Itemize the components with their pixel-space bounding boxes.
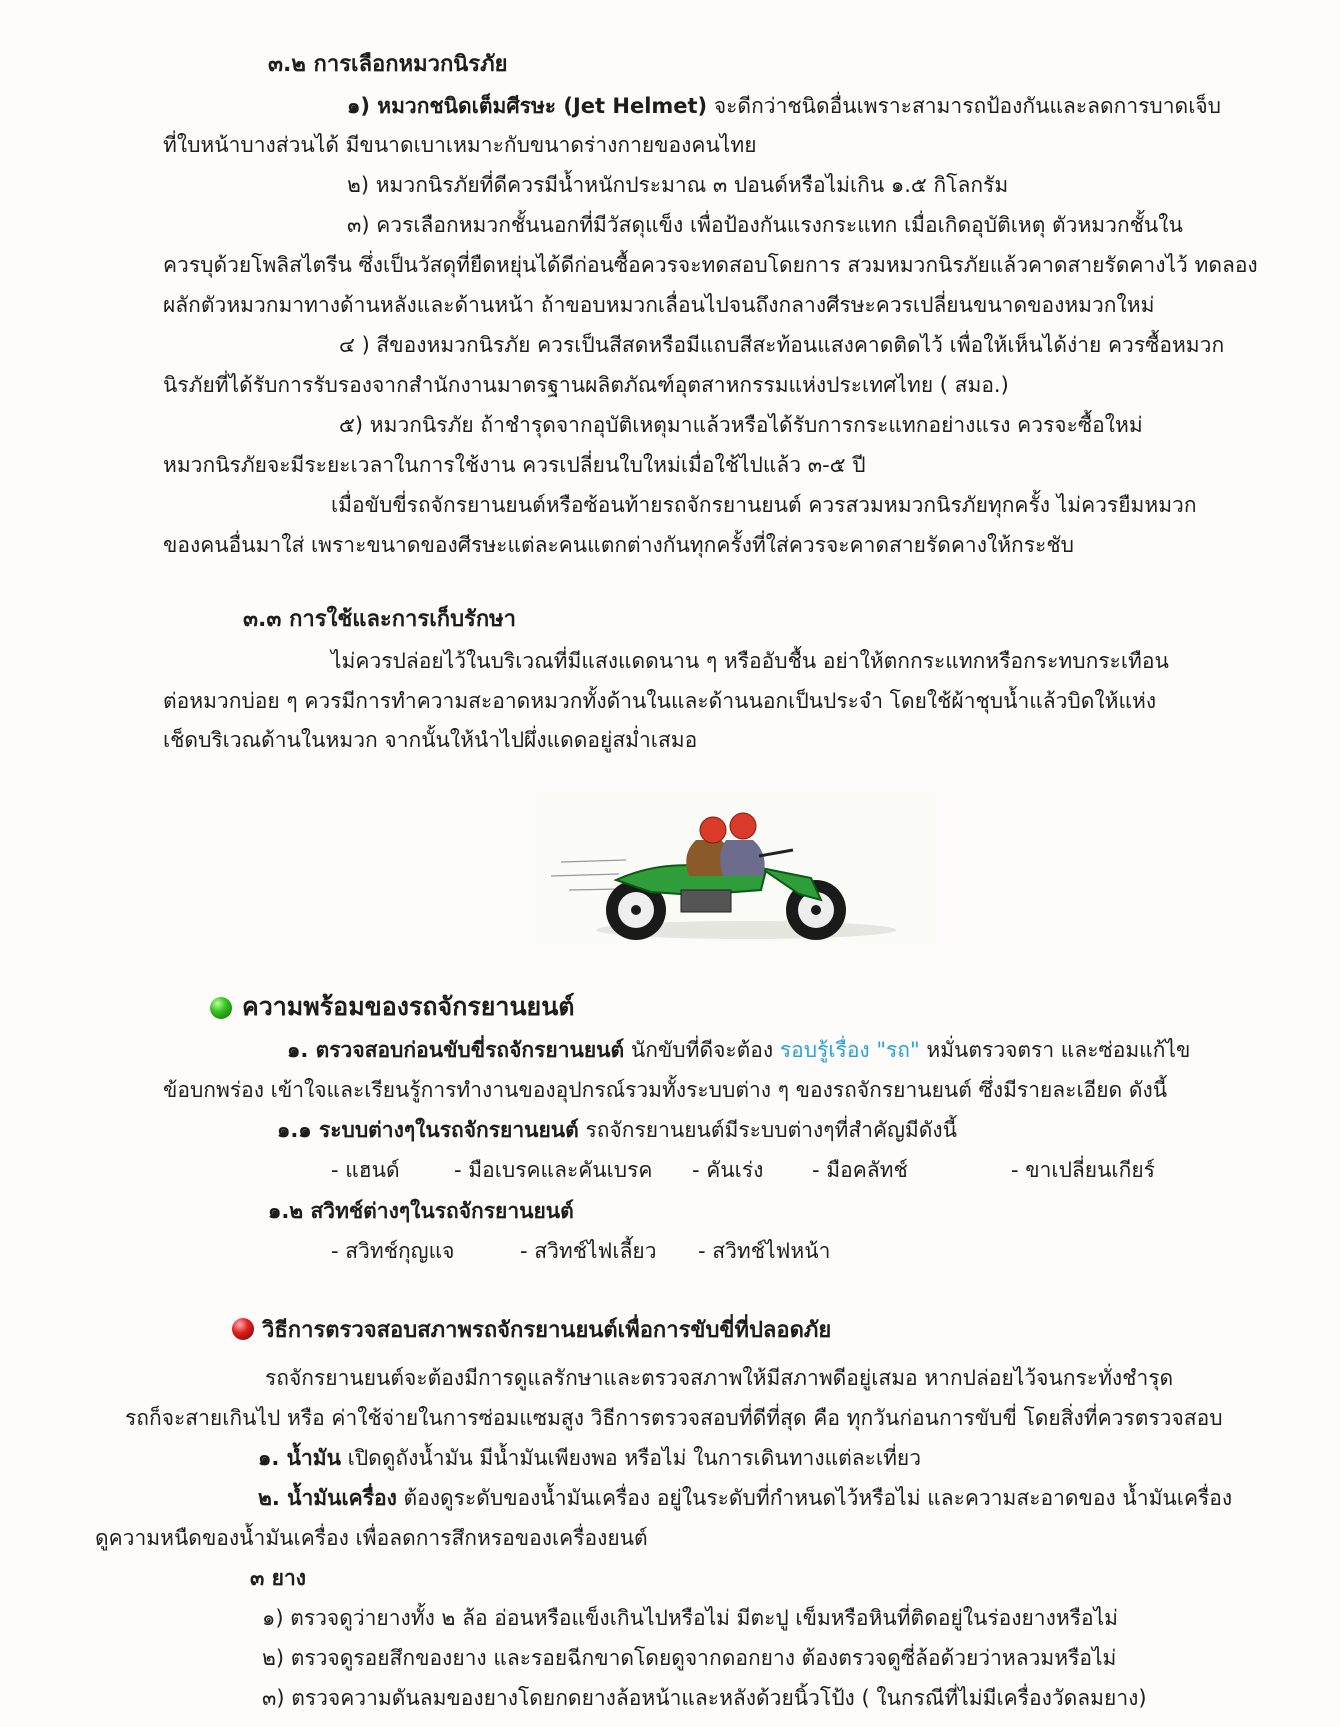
tire-item-3: ๓) ตรวจความดันลมของยางโดยกดยางล้อหน้าและหลังด้วยนิ้วโป้ง ( ในกรณีที่ไม่มีเครื่องวัดลมยาง)	[262, 1686, 1147, 1710]
helmet-item-3-line1: ๓) ควรเลือกหมวกชั้นนอกที่มีวัสดุแข็ง เพื่อป้องกันแรงกระแทก เมื่อเกิดอุบัติเหตุ ตัวหมวกชั้นใน	[347, 213, 1183, 237]
helmet-item-1	[347, 91, 1221, 121]
switches-heading: ๑.๒ สวิทช์ต่างๆในรถจักรยานยนต์	[268, 1199, 574, 1223]
engine-oil-text: ต้องดูระดับของน้ำมันเครื่อง อยู่ในระดับที่กำหนดไว้หรือไม่ และความสะอาดของ น้ำมันเครื่อง	[396, 1486, 1233, 1510]
care-line3: เช็ดบริเวณด้านในหมวก จากนั้นให้นำไปผึ่งแดดอยู่สม่ำเสมอ	[163, 728, 698, 752]
check-before-ride-mid: นักขับที่ดีจะต้อง	[624, 1038, 780, 1062]
system-item: - มือคลัทช์	[812, 1158, 908, 1182]
care-line2: ต่อหมวกบ่อย ๆ ควรมีการทำความสะอาดหมวกทั้งด้านในและด้านนอกเป็นประจำ โดยใช้ผ้าชุบน้ำแล้วบิดให้แห่ง	[163, 689, 1157, 713]
motorcycle-riders-icon	[531, 792, 935, 946]
helmet-item-1-line2: ที่ใบหน้าบางส่วนได้ มีขนาดเบาเหมาะกับขนาดร่างกายของคนไทย	[163, 133, 757, 157]
tire-heading: ๓ ยาง	[250, 1566, 307, 1590]
know-your-bike-highlight: รอบรู้เรื่อง "รถ"	[779, 1038, 920, 1062]
check-before-ride-line1	[287, 1035, 1190, 1065]
inspection-para-line1: รถจักรยานยนต์จะต้องมีการดูแลรักษาและตรวจสภาพให้มีสภาพดีอยู่เสมอ หากปล่อยไว้จนกระทั่งชำรุด	[265, 1366, 1174, 1390]
switch-item: - สวิทช์ไฟหน้า	[698, 1239, 831, 1263]
care-line1: ไม่ควรปล่อยไว้ในบริเวณที่มีแสงแดดนาน ๆ หรืออับชื้น อย่าให้ตกกระแทกหรือกระทบกระเทือน	[331, 649, 1169, 673]
helmet-item-2: ๒) หมวกนิรภัยที่ดีควรมีน้ำหนักประมาณ ๓ ปอนด์หรือไม่เกิน ๑.๕ กิโลกรัม	[347, 173, 1009, 197]
motorcycle-riders-illustration	[531, 792, 935, 946]
system-item: - ขาเปลี่ยนเกียร์	[1011, 1158, 1155, 1182]
systems-heading	[277, 1115, 957, 1145]
switch-item: - สวิทช์ไฟเลี้ยว	[520, 1239, 657, 1263]
system-item: - มือเบรคและคันเบรค	[454, 1158, 653, 1182]
helmet-item-4-line1: ๔ ) สีของหมวกนิรภัย ควรเป็นสีสดหรือมีแถบสีสะท้อนแสงคาดติดไว้ เพื่อให้เห็นได้ง่าย ควรซื้อหมวก	[339, 333, 1225, 357]
helmet-item-4-line2: นิรภัยที่ได้รับการรับรองจากสำนักงานมาตรฐานผลิตภัณฑ์อุตสาหกรรมแห่งประเทศไทย ( สมอ.)	[163, 373, 1009, 397]
readiness-title: ความพร้อมของรถจักรยานยนต์	[242, 992, 575, 1021]
engine-oil-line2: ดูความหนืดของน้ำมันเครื่อง เพื่อลดการสึกหรอของเครื่องยนต์	[95, 1526, 648, 1550]
engine-oil-bold: ๒. น้ำมันเครื่อง	[258, 1486, 397, 1510]
helmet-item-3-line3: ผลักตัวหมวกมาทางด้านหลังและด้านหน้า ถ้าขอบหมวกเลื่อนไปจนถึงกลางศีรษะควรเปลี่ยนขนาดของหมวกใหม่	[163, 293, 1155, 317]
green-sphere-bullet-icon	[210, 997, 232, 1019]
helmet-para-line1: เมื่อขับขี่รถจักรยานยนต์หรือซ้อนท้ายรถจักรยานยนต์ ควรสวมหมวกนิรภัยทุกครั้ง ไม่ควรยืมหมวก	[331, 493, 1197, 517]
check-before-ride-end: หมั่นตรวจตรา และซ่อมแก้ไข	[919, 1038, 1191, 1062]
helmet-item-5-line2: หมวกนิรภัยจะมีระยะเวลาในการใช้งาน ควรเปลี่ยนใบใหม่เมื่อใช้ไปแล้ว ๓-๕ ปี	[163, 453, 866, 477]
section-3-3-title: ๓.๓ การใช้และการเก็บรักษา	[243, 607, 517, 632]
red-sphere-bullet-icon	[232, 1318, 254, 1340]
helmet-item-1-text: จะดีกว่าชนิดอื่นเพราะสามารถป้องกันและลดการบาดเจ็บ	[707, 94, 1222, 118]
helmet-para-line2: ของคนอื่นมาใส่ เพราะขนาดของศีรษะแต่ละคนแตกต่างกันทุกครั้งที่ใส่ควรจะคาดสายรัดคางให้กระชับ	[163, 533, 1074, 557]
helmet-item-5-line1: ๕) หมวกนิรภัย ถ้าชำรุดจากอุบัติเหตุมาแล้วหรือได้รับการกระแทกอย่างแรง ควรจะซื้อใหม่	[339, 413, 1143, 437]
system-item: - แฮนด์	[331, 1158, 400, 1182]
check-before-ride-line2: ข้อบกพร่อง เข้าใจและเรียนรู้การทำงานของอุปกรณ์รวมทั้งระบบต่าง ๆ ของรถจักรยานยนต์ ซึ่งมีรายละเอียด ดังนี้	[163, 1078, 1168, 1102]
system-item: - คันเร่ง	[692, 1158, 764, 1182]
switch-item: - สวิทช์กุญแจ	[331, 1239, 455, 1263]
fuel-check-bold: ๑. น้ำมัน	[258, 1446, 341, 1470]
systems-heading-bold: ๑.๑ ระบบต่างๆในรถจักรยานยนต์	[277, 1118, 579, 1142]
check-before-ride-bold: ๑. ตรวจสอบก่อนขับขี่รถจักรยานยนต์	[287, 1038, 625, 1062]
inspection-para-line2: รถก็จะสายเกินไป หรือ ค่าใช้จ่ายในการซ่อมแซมสูง วิธีการตรวจสอบที่ดีที่สุด คือ ทุกวันก่อนการขับขี่ โดยสิ่งที่ควรตรวจสอบ	[125, 1406, 1223, 1430]
fuel-check-text: เปิดดูถังน้ำมัน มีน้ำมันเพียงพอ หรือไม่ ในการเดินทางแต่ละเที่ยว	[340, 1446, 922, 1470]
section-3-2-title: ๓.๒ การเลือกหมวกนิรภัย	[268, 52, 508, 77]
helmet-item-1-bold: ๑) หมวกชนิดเต็มศีรษะ (Jet Helmet)	[347, 94, 708, 118]
helmet-item-3-line2: ควรบุด้วยโพลิสไตรีน ซึ่งเป็นวัสดุที่ยืดหยุ่นได้ดีก่อนซื้อควรจะทดสอบโดยการ สวมหมวกนิรภัยแล้วคาดสายรัดคางไว้ ทดลอง	[163, 253, 1258, 277]
tire-item-2: ๒) ตรวจดูรอยสึกของยาง และรอยฉีกขาดโดยดูจากดอกยาง ต้องตรวจดูซี่ล้อด้วยว่าหลวมหรือไม่	[262, 1646, 1117, 1670]
inspection-title: วิธีการตรวจสอบสภาพรถจักรยานยนต์เพื่อการขับขี่ที่ปลอดภัย	[262, 1318, 832, 1343]
fuel-check	[258, 1443, 921, 1473]
engine-oil-check	[258, 1483, 1232, 1513]
tire-item-1: ๑) ตรวจดูว่ายางทั้ง ๒ ล้อ อ่อนหรือแข็งเกินไปหรือไม่ มีตะปู เข็มหรือหินที่ติดอยู่ในร่องยางหรือไม่	[262, 1606, 1118, 1630]
systems-heading-text: รถจักรยานยนต์มีระบบต่างๆที่สำคัญมีดังนี้	[578, 1118, 958, 1142]
